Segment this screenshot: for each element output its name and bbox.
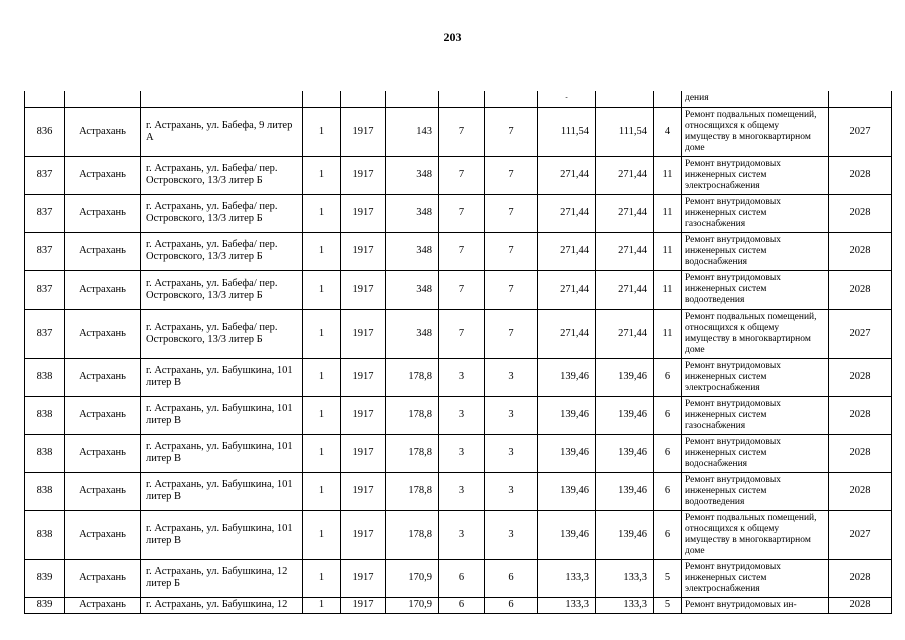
sum-cell: 139,46 bbox=[538, 510, 596, 559]
area-cell: 143 bbox=[386, 107, 439, 156]
count-cell: 11 bbox=[654, 156, 682, 194]
city-cell: Астрахань bbox=[65, 434, 141, 472]
count-cell: 7 bbox=[439, 270, 485, 309]
year-cell: 1917 bbox=[341, 270, 386, 309]
count-cell: 7 bbox=[485, 270, 538, 309]
year-cell: 1917 bbox=[341, 597, 386, 613]
year-cell: 1917 bbox=[341, 559, 386, 597]
period-cell: 2027 bbox=[829, 510, 892, 559]
sum-cell: 139,46 bbox=[596, 472, 654, 510]
period-cell: 2028 bbox=[829, 194, 892, 232]
count-cell: 1 bbox=[303, 472, 341, 510]
city-cell: Астрахань bbox=[65, 472, 141, 510]
address-cell: г. Астрахань, ул. Бабефа/ пер. Островского, 13/3 литер Б bbox=[141, 156, 303, 194]
work-type-cell: Ремонт внутридомовых инженерных систем электроснабжения bbox=[682, 358, 829, 396]
period-cell: 2028 bbox=[829, 597, 892, 613]
count-cell: 6 bbox=[654, 434, 682, 472]
year-cell: 1917 bbox=[341, 434, 386, 472]
city-cell: Астрахань bbox=[65, 597, 141, 613]
work-type-cell: Ремонт внутридомовых инженерных систем газоснабжения bbox=[682, 194, 829, 232]
count-cell: 6 bbox=[485, 597, 538, 613]
count-cell: 11 bbox=[654, 194, 682, 232]
sum-cell: 133,3 bbox=[538, 597, 596, 613]
area-cell: 178,8 bbox=[386, 472, 439, 510]
table-row bbox=[25, 358, 892, 396]
year-cell: 1917 bbox=[341, 510, 386, 559]
work-type-cell: Ремонт внутридомовых инженерных систем водоснабжения bbox=[682, 434, 829, 472]
row-number-cell: 838 bbox=[25, 434, 65, 472]
table-row bbox=[25, 396, 892, 434]
sum-cell: 271,44 bbox=[538, 194, 596, 232]
sum-cell: 271,44 bbox=[596, 309, 654, 358]
area-cell: 348 bbox=[386, 194, 439, 232]
city-cell: Астрахань bbox=[65, 510, 141, 559]
sum-cell: 133,3 bbox=[538, 559, 596, 597]
sum-cell: 133,3 bbox=[596, 597, 654, 613]
city-cell: Астрахань bbox=[65, 309, 141, 358]
count-cell: 7 bbox=[439, 232, 485, 270]
count-cell: 11 bbox=[654, 309, 682, 358]
count-cell: 6 bbox=[654, 510, 682, 559]
count-cell: 1 bbox=[303, 232, 341, 270]
row-number-cell: 838 bbox=[25, 510, 65, 559]
count-cell: 6 bbox=[654, 358, 682, 396]
row-number-cell: 837 bbox=[25, 194, 65, 232]
work-type-cell: Ремонт внутридомовых ин- bbox=[682, 597, 829, 613]
work-type-cell: Ремонт внутридомовых инженерных систем водоотведения bbox=[682, 270, 829, 309]
count-cell: 5 bbox=[654, 597, 682, 613]
period-cell: 2027 bbox=[829, 309, 892, 358]
row-number-cell: 837 bbox=[25, 309, 65, 358]
table-row bbox=[25, 270, 892, 309]
sum-cell: 139,46 bbox=[596, 358, 654, 396]
sum-cell: 271,44 bbox=[538, 309, 596, 358]
year-cell: 1917 bbox=[341, 156, 386, 194]
address-cell: г. Астрахань, ул. Бабефа/ пер. Островского, 13/3 литер Б bbox=[141, 194, 303, 232]
count-cell: 11 bbox=[654, 270, 682, 309]
sum-cell: 271,44 bbox=[538, 270, 596, 309]
count-cell: 4 bbox=[654, 107, 682, 156]
sum-cell: 139,46 bbox=[538, 358, 596, 396]
table-row bbox=[25, 107, 892, 156]
area-cell: 178,8 bbox=[386, 510, 439, 559]
table-row-fragment bbox=[25, 91, 892, 107]
count-cell: 7 bbox=[485, 309, 538, 358]
period-cell: 2028 bbox=[829, 358, 892, 396]
count-cell: 7 bbox=[439, 156, 485, 194]
address-cell: г. Астрахань, ул. Бабефа/ пер. Островского, 13/3 литер Б bbox=[141, 309, 303, 358]
count-cell: 1 bbox=[303, 396, 341, 434]
city-cell: Астрахань bbox=[65, 396, 141, 434]
city-cell: Астрахань bbox=[65, 107, 141, 156]
count-cell: 3 bbox=[485, 358, 538, 396]
work-type-cell: Ремонт внутридомовых инженерных систем электроснабжения bbox=[682, 559, 829, 597]
period-cell: 2028 bbox=[829, 156, 892, 194]
sum-cell: 139,46 bbox=[538, 396, 596, 434]
count-cell: 3 bbox=[439, 358, 485, 396]
table-row bbox=[25, 309, 892, 358]
row-number-cell: 839 bbox=[25, 559, 65, 597]
count-cell: 1 bbox=[303, 434, 341, 472]
area-cell: 178,8 bbox=[386, 434, 439, 472]
work-type-cell: Ремонт внутридомовых инженерных систем электроснабжения bbox=[682, 156, 829, 194]
year-cell: 1917 bbox=[341, 309, 386, 358]
count-cell: 6 bbox=[654, 472, 682, 510]
address-cell: г. Астрахань, ул. Бабушкина, 101 литер В bbox=[141, 396, 303, 434]
work-type-cell: Ремонт внутридомовых инженерных систем водоотведения bbox=[682, 472, 829, 510]
area-cell: 170,9 bbox=[386, 597, 439, 613]
table-row bbox=[25, 510, 892, 559]
area-cell: 170,9 bbox=[386, 559, 439, 597]
sum-cell: 133,3 bbox=[596, 559, 654, 597]
row-number-cell: 836 bbox=[25, 107, 65, 156]
work-type-cell: дения bbox=[682, 91, 829, 107]
address-cell: г. Астрахань, ул. Бабушкина, 101 литер В bbox=[141, 472, 303, 510]
row-number-cell: 838 bbox=[25, 396, 65, 434]
count-cell: 3 bbox=[439, 434, 485, 472]
capital-repair-table bbox=[24, 91, 892, 614]
address-cell: г. Астрахань, ул. Бабушкина, 12 литер Б bbox=[141, 559, 303, 597]
row-number-cell: 837 bbox=[25, 156, 65, 194]
table-row bbox=[25, 597, 892, 613]
count-cell: 3 bbox=[485, 396, 538, 434]
count-cell: 6 bbox=[485, 559, 538, 597]
work-type-cell: Ремонт подвальных помещений, относящихся к общему имуществу в многоквартирном доме bbox=[682, 107, 829, 156]
area-cell: 348 bbox=[386, 232, 439, 270]
sum-cell: 271,44 bbox=[596, 156, 654, 194]
count-cell: 6 bbox=[654, 396, 682, 434]
city-cell: Астрахань bbox=[65, 559, 141, 597]
address-cell: г. Астрахань, ул. Бабефа/ пер. Островского, 13/3 литер Б bbox=[141, 270, 303, 309]
sum-cell: 139,46 bbox=[538, 434, 596, 472]
count-cell: 1 bbox=[303, 270, 341, 309]
table-row bbox=[25, 559, 892, 597]
area-cell: 348 bbox=[386, 309, 439, 358]
row-number-cell: 838 bbox=[25, 472, 65, 510]
count-cell: 11 bbox=[654, 232, 682, 270]
address-cell: г. Астрахань, ул. Бабушкина, 101 литер В bbox=[141, 434, 303, 472]
area-cell: 178,8 bbox=[386, 358, 439, 396]
count-cell: 6 bbox=[439, 597, 485, 613]
sum-cell: 111,54 bbox=[596, 107, 654, 156]
year-cell: 1917 bbox=[341, 358, 386, 396]
page-number: 203 bbox=[443, 30, 462, 44]
count-cell: 7 bbox=[439, 107, 485, 156]
city-cell: Астрахань bbox=[65, 270, 141, 309]
row-number-cell: 837 bbox=[25, 270, 65, 309]
year-cell: 1917 bbox=[341, 107, 386, 156]
count-cell: 1 bbox=[303, 510, 341, 559]
count-cell: 3 bbox=[439, 472, 485, 510]
row-number-cell: 838 bbox=[25, 358, 65, 396]
area-cell: 348 bbox=[386, 270, 439, 309]
address-cell: г. Астрахань, ул. Бабефа/ пер. Островского, 13/3 литер Б bbox=[141, 232, 303, 270]
sum-cell: 111,54 bbox=[538, 107, 596, 156]
count-cell: 1 bbox=[303, 358, 341, 396]
table-row bbox=[25, 194, 892, 232]
period-cell: 2028 bbox=[829, 270, 892, 309]
count-cell: 6 bbox=[439, 559, 485, 597]
mark: - bbox=[538, 91, 596, 107]
row-number-cell: 837 bbox=[25, 232, 65, 270]
period-cell: 2028 bbox=[829, 472, 892, 510]
year-cell: 1917 bbox=[341, 396, 386, 434]
period-cell: 2028 bbox=[829, 559, 892, 597]
count-cell: 3 bbox=[485, 510, 538, 559]
city-cell: Астрахань bbox=[65, 358, 141, 396]
count-cell: 1 bbox=[303, 194, 341, 232]
count-cell: 7 bbox=[439, 309, 485, 358]
sum-cell: 139,46 bbox=[538, 472, 596, 510]
period-cell: 2028 bbox=[829, 434, 892, 472]
address-cell: г. Астрахань, ул. Бабушкина, 101 литер В bbox=[141, 358, 303, 396]
address-cell: г. Астрахань, ул. Бабушкина, 12 bbox=[141, 597, 303, 613]
year-cell: 1917 bbox=[341, 472, 386, 510]
table-row bbox=[25, 472, 892, 510]
count-cell: 3 bbox=[439, 510, 485, 559]
sum-cell: 271,44 bbox=[596, 232, 654, 270]
count-cell: 7 bbox=[439, 194, 485, 232]
count-cell: 1 bbox=[303, 559, 341, 597]
period-cell: 2028 bbox=[829, 396, 892, 434]
area-cell: 178,8 bbox=[386, 396, 439, 434]
count-cell: 7 bbox=[485, 232, 538, 270]
sum-cell: 139,46 bbox=[596, 434, 654, 472]
count-cell: 1 bbox=[303, 156, 341, 194]
table-row bbox=[25, 156, 892, 194]
count-cell: 3 bbox=[439, 396, 485, 434]
sum-cell: 139,46 bbox=[596, 396, 654, 434]
address-cell: г. Астрахань, ул. Бабушкина, 101 литер В bbox=[141, 510, 303, 559]
sum-cell: 139,46 bbox=[596, 510, 654, 559]
city-cell: Астрахань bbox=[65, 194, 141, 232]
area-cell: 348 bbox=[386, 156, 439, 194]
sum-cell: 271,44 bbox=[596, 194, 654, 232]
table-body bbox=[25, 91, 892, 613]
period-cell: 2028 bbox=[829, 232, 892, 270]
city-cell: Астрахань bbox=[65, 156, 141, 194]
count-cell: 7 bbox=[485, 156, 538, 194]
sum-cell: 271,44 bbox=[596, 270, 654, 309]
work-type-cell: Ремонт внутридомовых инженерных систем водоснабжения bbox=[682, 232, 829, 270]
count-cell: 7 bbox=[485, 194, 538, 232]
year-cell: 1917 bbox=[341, 194, 386, 232]
count-cell: 3 bbox=[485, 472, 538, 510]
work-type-cell: Ремонт внутридомовых инженерных систем газоснабжения bbox=[682, 396, 829, 434]
work-type-cell: Ремонт подвальных помещений, относящихся к общему имуществу в многоквартирном доме bbox=[682, 309, 829, 358]
count-cell: 1 bbox=[303, 309, 341, 358]
table-row bbox=[25, 232, 892, 270]
count-cell: 5 bbox=[654, 559, 682, 597]
count-cell: 3 bbox=[485, 434, 538, 472]
sum-cell: 271,44 bbox=[538, 232, 596, 270]
count-cell: 1 bbox=[303, 107, 341, 156]
work-type-cell: Ремонт подвальных помещений, относящихся к общему имуществу в многоквартирном доме bbox=[682, 510, 829, 559]
sum-cell: 271,44 bbox=[538, 156, 596, 194]
table-row bbox=[25, 434, 892, 472]
city-cell: Астрахань bbox=[65, 232, 141, 270]
count-cell: 1 bbox=[303, 597, 341, 613]
year-cell: 1917 bbox=[341, 232, 386, 270]
period-cell: 2027 bbox=[829, 107, 892, 156]
row-number-cell: 839 bbox=[25, 597, 65, 613]
address-cell: г. Астрахань, ул. Бабефа, 9 литер А bbox=[141, 107, 303, 156]
count-cell: 7 bbox=[485, 107, 538, 156]
